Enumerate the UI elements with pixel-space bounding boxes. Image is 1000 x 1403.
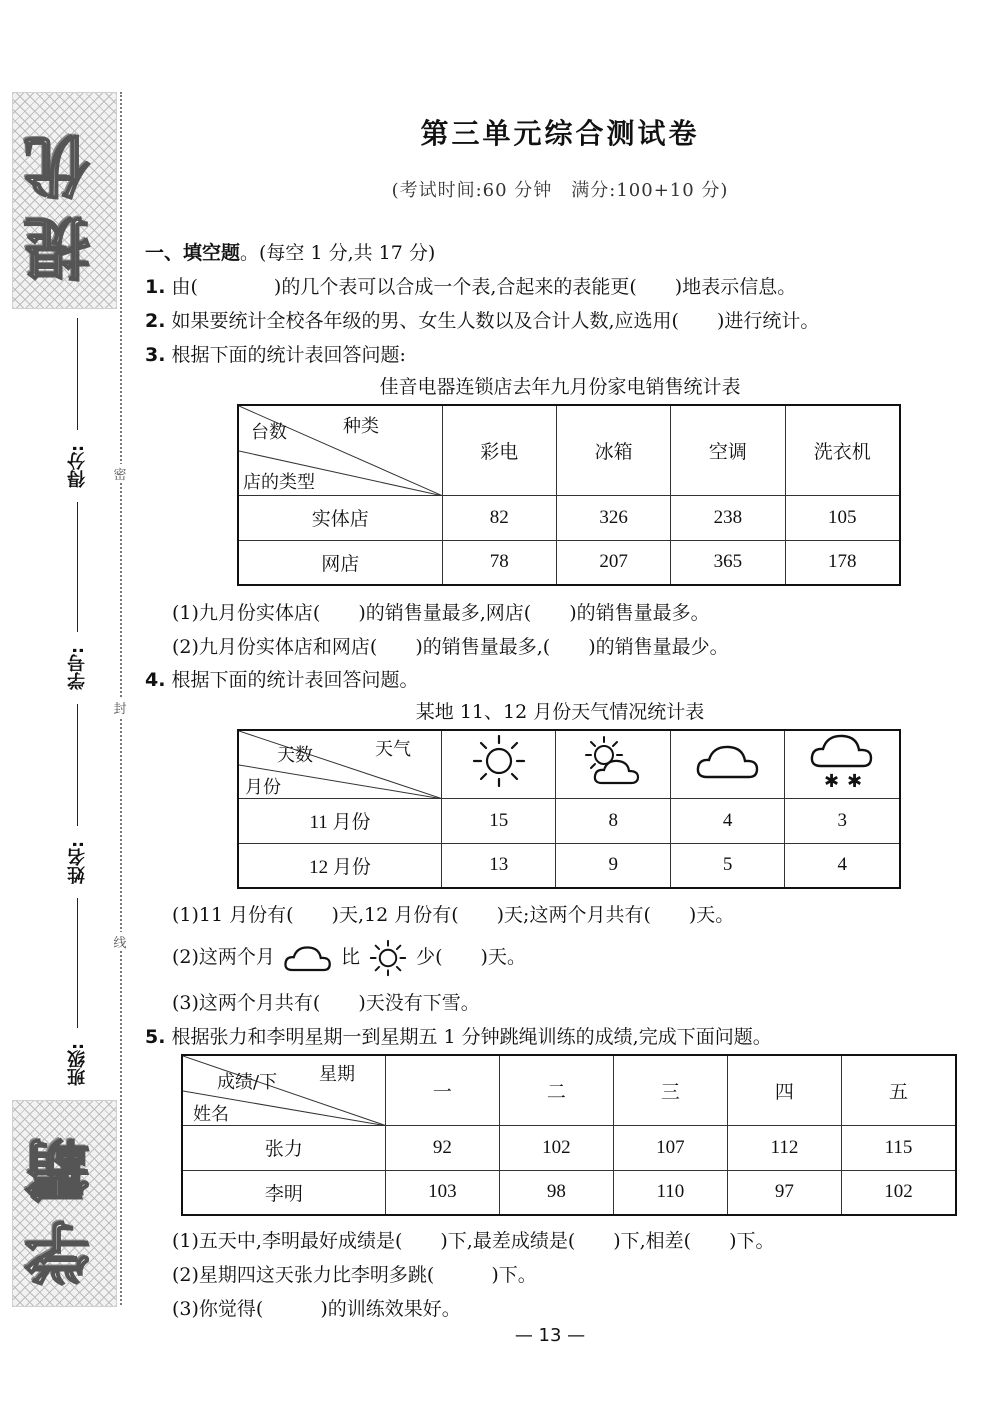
column-header: 二 bbox=[499, 1055, 613, 1125]
row-label: 网店 bbox=[238, 540, 442, 585]
table-cell: 103 bbox=[385, 1170, 499, 1215]
table-cell: 13 bbox=[442, 843, 556, 888]
table-row bbox=[182, 1125, 956, 1170]
table-header-row bbox=[238, 730, 900, 798]
field-line bbox=[77, 704, 78, 826]
score-label: 得分: bbox=[67, 444, 88, 488]
table-cell: 112 bbox=[727, 1125, 841, 1170]
field-line bbox=[77, 898, 78, 1028]
table-caption-weather: 某地 11、12 月份天气情况统计表 bbox=[415, 701, 705, 723]
column-header: 空调 bbox=[671, 405, 785, 495]
diag-top-right: 天气 bbox=[375, 739, 411, 760]
column-header: 冰箱 bbox=[556, 405, 670, 495]
column-header: 四 bbox=[727, 1055, 841, 1125]
cloud-icon bbox=[670, 730, 785, 798]
question-5: 5. 根据张力和李明星期一到星期五 1 分钟跳绳训练的成绩,完成下面问题。 bbox=[145, 1026, 772, 1048]
column-header: 五 bbox=[841, 1055, 956, 1125]
table-cell: 9 bbox=[556, 843, 670, 888]
weather-table bbox=[237, 729, 901, 889]
row-label: 实体店 bbox=[238, 495, 442, 540]
page-title: 第三单元综合测试卷 bbox=[420, 117, 700, 150]
table-cell: 102 bbox=[841, 1170, 956, 1215]
column-header: 洗衣机 bbox=[785, 405, 900, 495]
table-cell: 15 bbox=[442, 798, 556, 843]
question-5-part-2: (2)星期四这天张力比李明多跳( )下。 bbox=[172, 1264, 537, 1286]
cloud-icon bbox=[281, 940, 335, 976]
section-heading: 一、填空题。(每空 1 分,共 17 分) bbox=[145, 242, 436, 264]
diag-middle: 天数 bbox=[277, 745, 313, 766]
table-cell: 4 bbox=[670, 798, 785, 843]
sun-icon bbox=[467, 733, 531, 789]
diagonal-header-cell bbox=[238, 730, 442, 798]
partly-cloudy-icon bbox=[580, 733, 646, 789]
question-4-part-2: (2)这两个月 比 少( )天。 bbox=[172, 938, 526, 978]
table-cell: 98 bbox=[499, 1170, 613, 1215]
table-cell: 238 bbox=[671, 495, 785, 540]
column-header: 三 bbox=[613, 1055, 727, 1125]
question-5-part-3: (3)你觉得( )的训练效果好。 bbox=[172, 1298, 461, 1320]
name-label: 姓名: bbox=[67, 840, 88, 884]
column-header: 一 bbox=[385, 1055, 499, 1125]
table-cell: 110 bbox=[613, 1170, 727, 1215]
brand-logo-top: 提优 bbox=[24, 118, 102, 282]
diag-bottom-left: 姓名 bbox=[193, 1104, 229, 1125]
table-cell: 8 bbox=[556, 798, 670, 843]
table-cell: 326 bbox=[556, 495, 670, 540]
table-cell: 365 bbox=[671, 540, 785, 585]
snow-icon bbox=[807, 732, 877, 790]
diag-middle: 成绩/下 bbox=[217, 1072, 278, 1093]
table-header-row bbox=[182, 1055, 956, 1125]
cloud-icon bbox=[693, 737, 763, 785]
brand-logo-bottom: 学霸 bbox=[24, 1122, 102, 1286]
svg-text:✱: ✱ bbox=[847, 771, 863, 791]
sun-icon bbox=[366, 938, 410, 978]
row-label: 李明 bbox=[182, 1170, 385, 1215]
page-number: — 13 — bbox=[514, 1325, 586, 1346]
snow-icon bbox=[785, 730, 900, 798]
partly-cloudy-icon bbox=[556, 730, 670, 798]
table-row bbox=[238, 495, 900, 540]
table-cell: 102 bbox=[499, 1125, 613, 1170]
table-caption-sales: 佳音电器连锁店去年九月份家电销售统计表 bbox=[379, 376, 741, 398]
question-4-part-1: (1)11 月份有( )天,12 月份有( )天;这两个月共有( )天。 bbox=[172, 904, 735, 926]
exam-info: (考试时间:60 分钟 满分:100+10 分) bbox=[391, 180, 729, 201]
row-label: 11 月份 bbox=[238, 798, 442, 843]
table-cell: 5 bbox=[670, 843, 785, 888]
table-cell: 78 bbox=[442, 540, 556, 585]
jump-rope-table bbox=[181, 1054, 957, 1216]
binding-char-feng: 封 bbox=[112, 698, 128, 717]
table-cell: 115 bbox=[841, 1125, 956, 1170]
diag-middle: 台数 bbox=[251, 422, 287, 443]
row-label: 张力 bbox=[182, 1125, 385, 1170]
table-header-row bbox=[238, 405, 900, 495]
table-cell: 3 bbox=[785, 798, 900, 843]
question-3-part-1: (1)九月份实体店( )的销售量最多,网店( )的销售量最多。 bbox=[172, 602, 710, 624]
student-id-label: 学号: bbox=[67, 646, 88, 690]
field-line bbox=[77, 318, 78, 430]
question-2: 2. 如果要统计全校各年级的男、女生人数以及合计人数,应选用( )进行统计。 bbox=[145, 310, 820, 332]
diag-top-right: 种类 bbox=[343, 416, 379, 437]
question-1: 1. 由( )的几个表可以合成一个表,合起来的表能更( )地表示信息。 bbox=[145, 276, 797, 298]
row-label: 12 月份 bbox=[238, 843, 442, 888]
table-cell: 4 bbox=[785, 843, 900, 888]
sales-table bbox=[237, 404, 901, 586]
table-row bbox=[238, 843, 900, 888]
svg-text:✱: ✱ bbox=[824, 771, 840, 791]
question-5-part-1: (1)五天中,李明最好成绩是( )下,最差成绩是( )下,相差( )下。 bbox=[172, 1230, 775, 1252]
binding-char-xian: 线 bbox=[112, 932, 128, 951]
table-cell: 107 bbox=[613, 1125, 727, 1170]
table-cell: 178 bbox=[785, 540, 900, 585]
table-row bbox=[238, 798, 900, 843]
table-cell: 207 bbox=[556, 540, 670, 585]
table-cell: 92 bbox=[385, 1125, 499, 1170]
diag-top-right: 星期 bbox=[319, 1064, 355, 1085]
diagonal-header-cell bbox=[238, 405, 442, 495]
diagonal-header-cell bbox=[182, 1055, 385, 1125]
sun-icon bbox=[442, 730, 556, 798]
question-3: 3. 根据下面的统计表回答问题: bbox=[145, 344, 406, 366]
diag-bottom-left: 月份 bbox=[245, 777, 281, 798]
table-row bbox=[238, 540, 900, 585]
field-line bbox=[77, 502, 78, 632]
question-4-part-3: (3)这两个月共有( )天没有下雪。 bbox=[172, 992, 480, 1014]
table-row bbox=[182, 1170, 956, 1215]
question-4: 4. 根据下面的统计表回答问题。 bbox=[145, 669, 419, 691]
question-3-part-2: (2)九月份实体店和网店( )的销售量最多,( )的销售量最少。 bbox=[172, 636, 729, 658]
class-label: 班级: bbox=[67, 1042, 88, 1086]
table-cell: 82 bbox=[442, 495, 556, 540]
table-cell: 97 bbox=[727, 1170, 841, 1215]
table-cell: 105 bbox=[785, 495, 900, 540]
diag-bottom-left: 店的类型 bbox=[243, 472, 315, 493]
binding-char-mi: 密 bbox=[112, 464, 128, 483]
column-header: 彩电 bbox=[442, 405, 556, 495]
